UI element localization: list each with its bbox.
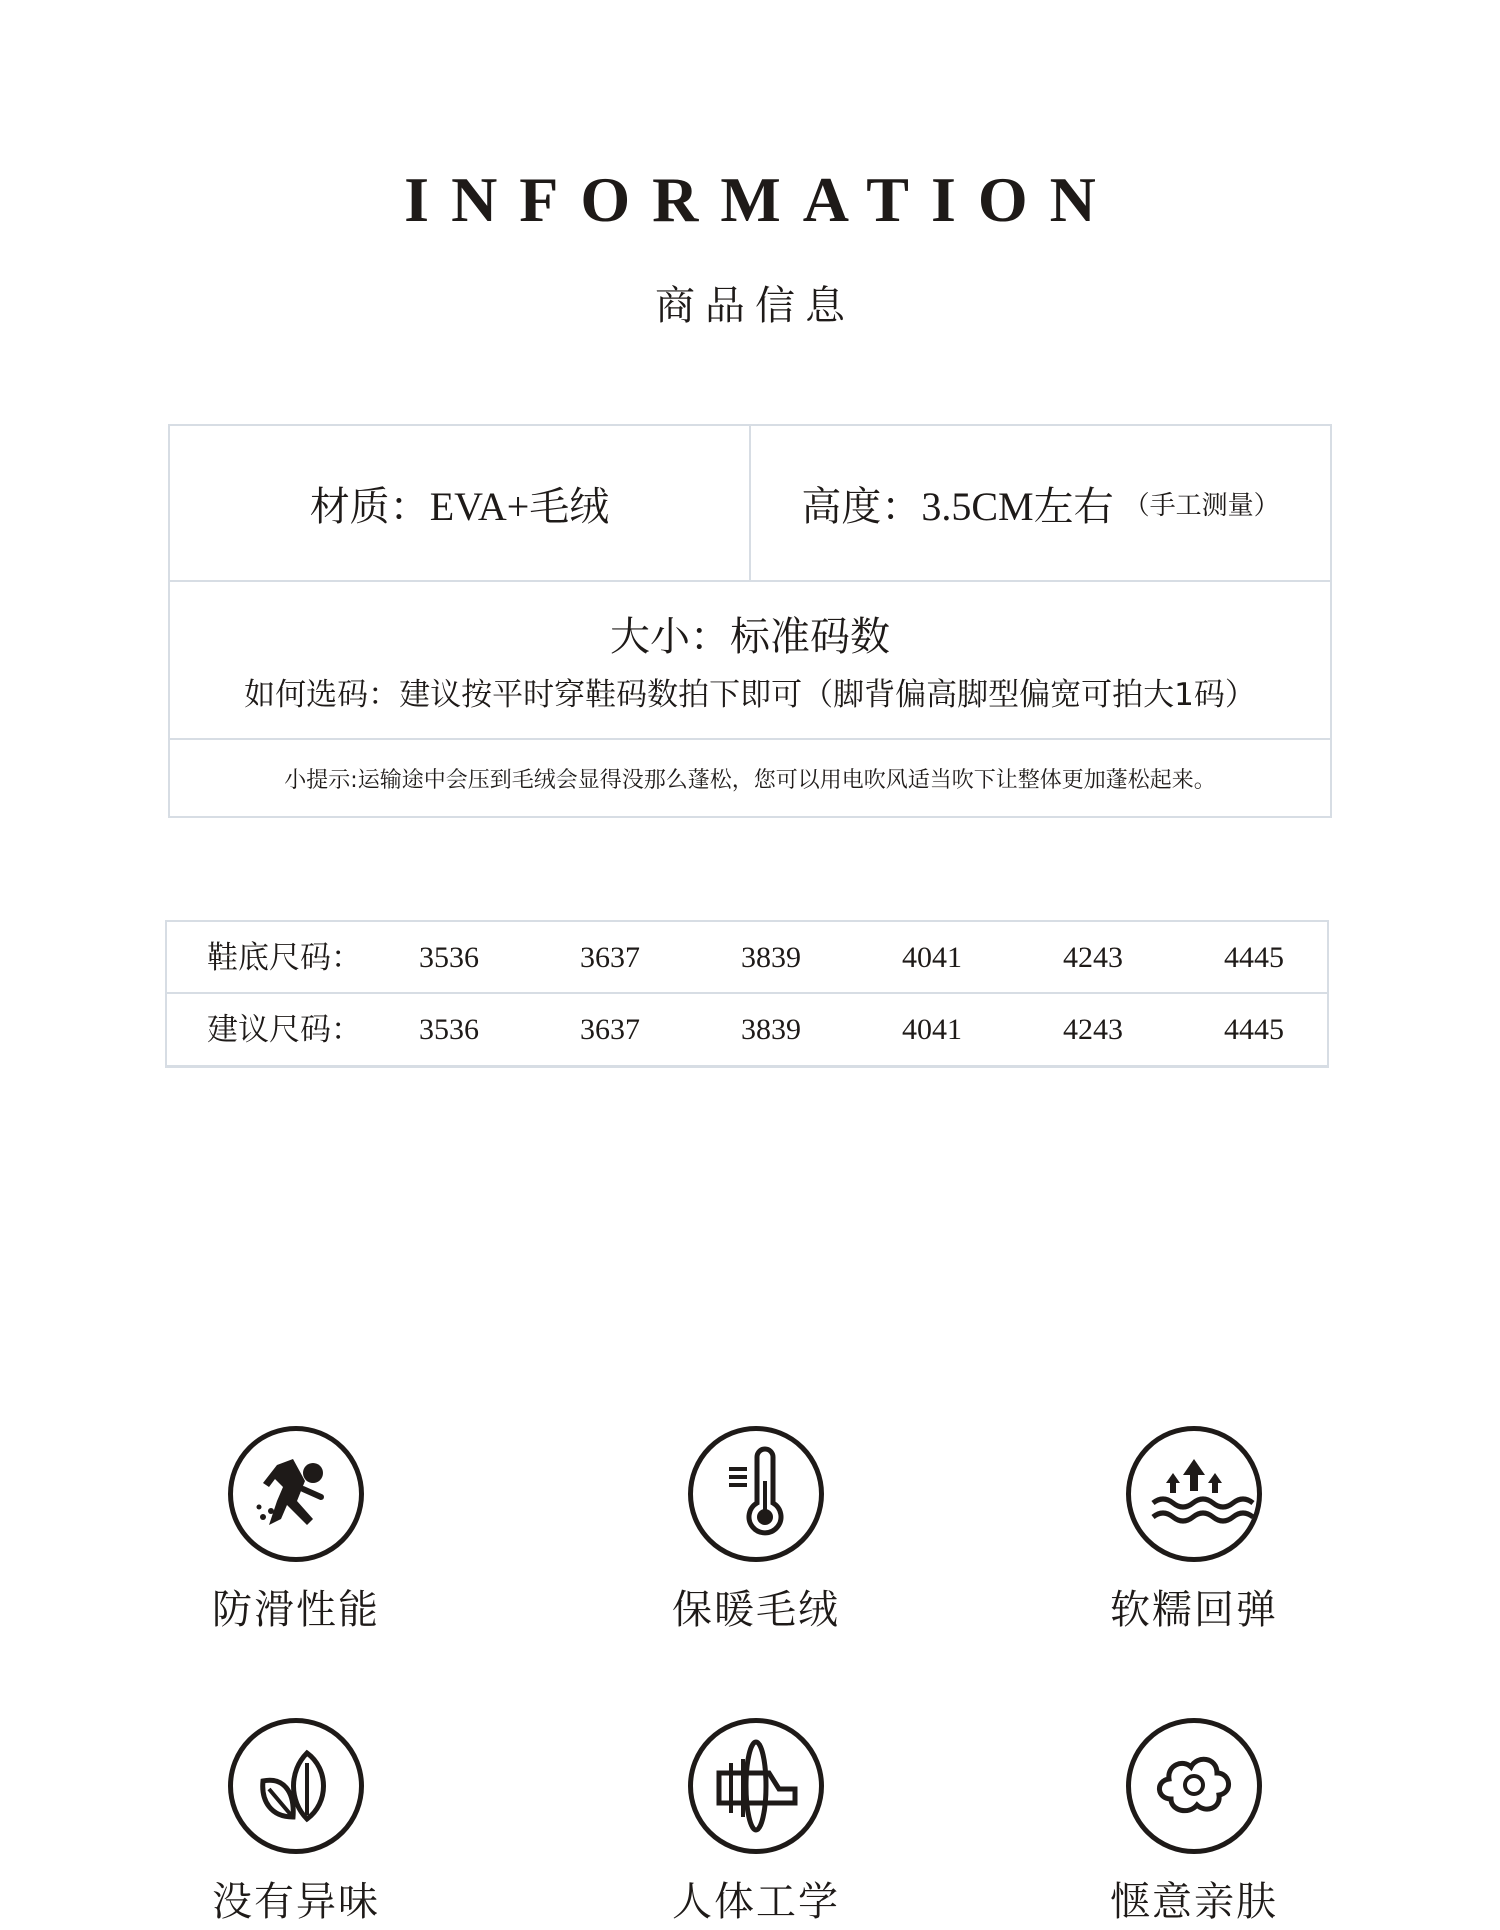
size-value: 4445: [1224, 1013, 1284, 1046]
size-value: 4041: [902, 941, 962, 974]
height-cell: [751, 426, 1330, 582]
feature-label: 保暖毛绒: [672, 1587, 840, 1633]
size-value: 4243: [1063, 1013, 1123, 1046]
size-value: 3637: [580, 941, 640, 974]
feature-item: [606, 1718, 906, 1930]
feature-item: [146, 1718, 446, 1930]
size-value: 4041: [902, 1013, 962, 1046]
height-value: 3.5CM左右: [921, 483, 1114, 529]
size-value: 3536: [419, 1013, 479, 1046]
leaves-icon: [228, 1718, 364, 1854]
size-advice: 如何选码：建议按平时穿鞋码数拍下即可（脚背偏高脚型偏宽可拍大1码）: [244, 677, 1256, 713]
feature-item: [146, 1426, 446, 1638]
thermometer-icon: [688, 1426, 824, 1562]
size-value: 3839: [741, 941, 801, 974]
size-cell: [170, 582, 1330, 740]
material-cell: [170, 426, 751, 582]
size-chart-table: [165, 920, 1329, 1068]
size-value: 4445: [1224, 941, 1284, 974]
size-value: 4243: [1063, 941, 1123, 974]
sole-size-label: 鞋底尺码：: [207, 940, 362, 976]
material-value: EVA+毛绒: [429, 483, 610, 529]
size-value: 3839: [741, 1013, 801, 1046]
table-row: [167, 994, 1327, 1066]
feature-label: 软糯回弹: [1110, 1587, 1278, 1633]
suggested-size-label: 建议尺码：: [207, 1012, 362, 1048]
size-value: 3637: [580, 1013, 640, 1046]
table-row: [167, 922, 1327, 994]
product-info-table: [168, 424, 1332, 818]
feature-label: 没有异味: [212, 1879, 380, 1925]
material-label: 材质：: [309, 483, 430, 530]
size-title: 大小：标准码数: [610, 614, 890, 660]
cotton-cloud-icon: [1126, 1718, 1262, 1854]
info-title: INFORMATION: [404, 164, 1118, 235]
height-label: 高度：: [801, 483, 922, 530]
feature-item: [1044, 1718, 1344, 1930]
height-note: （手工测量）: [1123, 490, 1280, 521]
feature-item: [1044, 1426, 1344, 1638]
feature-label: 惬意亲肤: [1110, 1879, 1278, 1925]
feature-label: 防滑性能: [212, 1587, 380, 1633]
tip-text: 小提示:运输途中会压到毛绒会显得没那么蓬松，您可以用电吹风适当吹下让整体更加蓬松起来。: [284, 767, 1216, 793]
slip-resistant-icon: [228, 1426, 364, 1562]
feature-label: 人体工学: [672, 1879, 840, 1925]
tip-cell: [170, 740, 1330, 816]
rebound-waves-icon: [1126, 1426, 1262, 1562]
size-value: 3536: [419, 941, 479, 974]
feature-item: [606, 1426, 906, 1638]
info-subtitle: 商品信息: [655, 283, 855, 329]
ergonomic-shoe-icon: [688, 1718, 824, 1854]
